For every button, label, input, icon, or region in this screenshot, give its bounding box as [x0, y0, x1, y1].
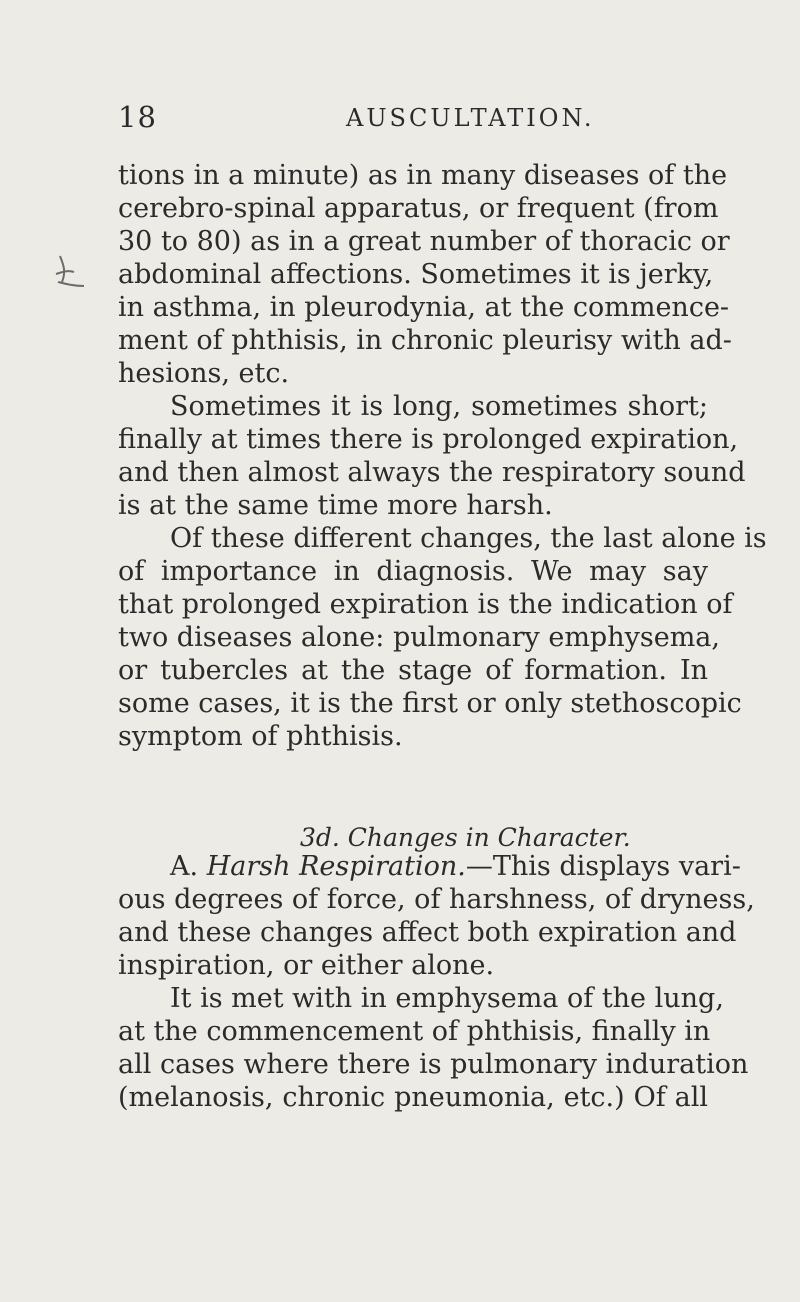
text-line: 30 to 80) as in a great number of thoracic or [118, 226, 730, 257]
text-line: symptom of phthisis. [118, 721, 403, 752]
text-line: ous degrees of force, of harshness, of dryness, [118, 884, 755, 915]
text-line: abdominal affections. Sometimes it is jerky, [118, 259, 714, 290]
running-head: AUSCULTATION. [346, 104, 595, 132]
section-heading: 3d. Changes in Character. [300, 823, 631, 852]
subsection-title: Harsh Respiration. [206, 851, 466, 882]
text-line: Sometimes it is long, sometimes short; [170, 391, 708, 422]
subsection-label: A. [170, 851, 199, 882]
text-line: tions in a minute) as in many diseases of the [118, 160, 728, 191]
text-line: hesions, etc. [118, 358, 290, 389]
text-line: is at the same time more harsh. [118, 490, 553, 521]
text-line: inspiration, or either alone. [118, 950, 495, 981]
page-number: 18 [118, 100, 157, 134]
text-line: and these changes affect both expiration and [118, 917, 737, 948]
text-line: two diseases alone: pulmonary emphysema, [118, 622, 720, 653]
text-line: (melanosis, chronic pneumonia, etc.) Of all [118, 1082, 708, 1113]
text-line: It is met with in emphysema of the lung, [170, 983, 724, 1014]
subsection-lead-rest: —This displays vari- [465, 851, 741, 882]
text-line: finally at times there is prolonged expiration, [118, 424, 739, 455]
margin-pencil-mark [52, 252, 92, 312]
text-line: of importance in diagnosis. We may say [118, 556, 708, 587]
body-text-block-2 [118, 850, 755, 1114]
text-line: all cases where there is pulmonary induration [118, 1049, 749, 1080]
text-line: ment of phthisis, in chronic pleurisy with ad- [118, 325, 732, 356]
text-line: in asthma, in pleurodynia, at the commence- [118, 292, 730, 323]
subsection-lead-line [118, 850, 741, 883]
page-header [118, 100, 718, 140]
text-line: at the commencement of phthisis, finally in [118, 1016, 711, 1047]
text-line: that prolonged expiration is the indication of [118, 589, 733, 620]
body-text-block-1 [118, 159, 767, 753]
text-line: cerebro-spinal apparatus, or frequent (from [118, 193, 719, 224]
text-line: or tubercles at the stage of formation. In [118, 655, 708, 686]
text-line: and then almost always the respiratory sound [118, 457, 746, 488]
text-line: Of these different changes, the last alone is [170, 523, 767, 554]
text-line: some cases, it is the first or only stethoscopic [118, 688, 742, 719]
